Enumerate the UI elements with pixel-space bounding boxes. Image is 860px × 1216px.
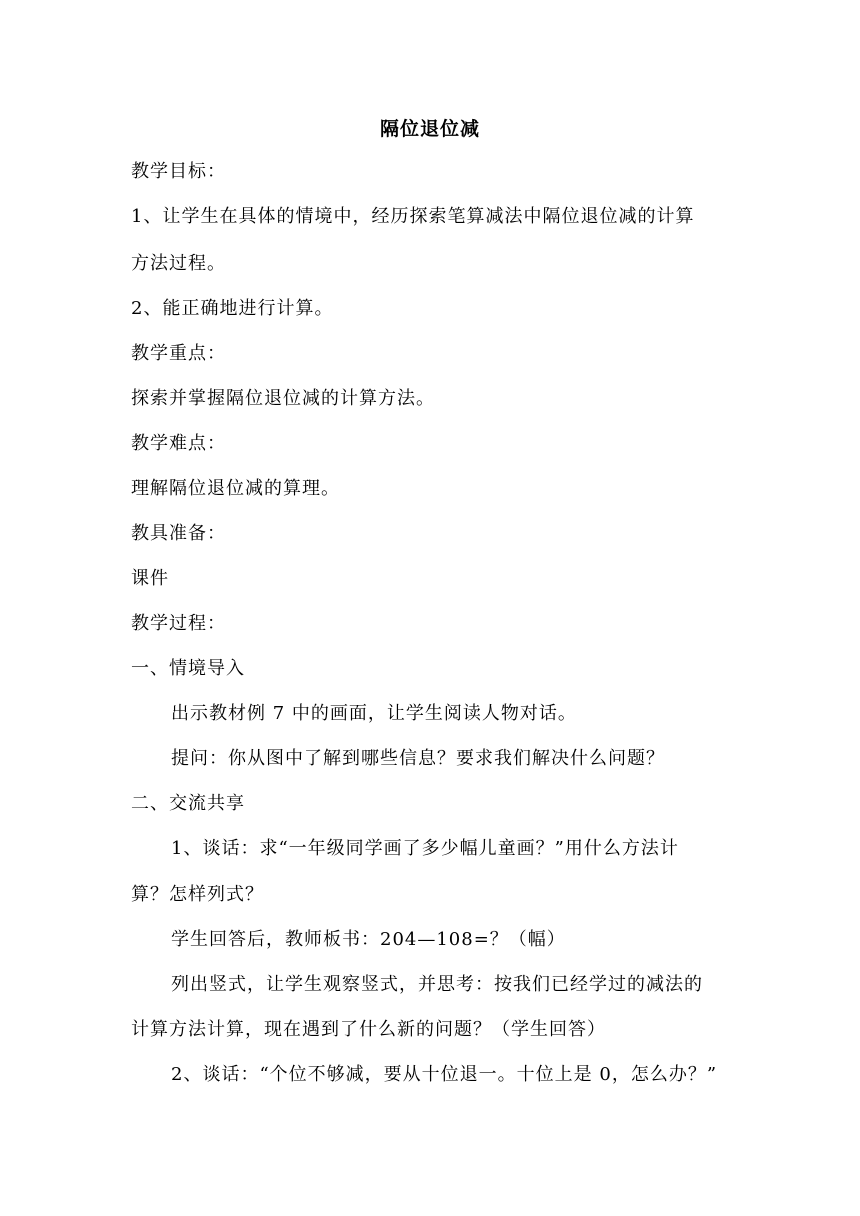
section-2-item-1-line-2: 算？怎样列式？ (131, 884, 264, 905)
section-2-paragraph-line-2: 计算方法计算，现在遇到了什么新的问题？（学生回答） (131, 1019, 606, 1040)
section-1-heading: 一、情境导入 (131, 658, 245, 679)
section-2-item-2: 2、谈话：“个位不够减，要从十位退一。十位上是 0，怎么办？” (171, 1064, 718, 1085)
heading-key-points: 教学重点： (131, 343, 226, 364)
difficulties-text: 理解隔位退位减的算理。 (131, 478, 340, 499)
section-2-item-1-line-1: 1、谈话：求“一年级同学画了多少幅儿童画？”用什么方法计 (171, 838, 679, 859)
objective-1-line-1: 1、让学生在具体的情境中，经历探索笔算减法中隔位退位减的计算 (131, 206, 695, 227)
document-title: 隔位退位减 (379, 118, 480, 140)
heading-process: 教学过程： (131, 613, 226, 634)
objective-2: 2、能正确地进行计算。 (131, 298, 334, 319)
objective-1-line-2: 方法过程。 (131, 253, 226, 274)
materials-text: 课件 (131, 568, 169, 589)
heading-teaching-objectives: 教学目标： (131, 161, 226, 182)
section-2-paragraph-line-1: 列出竖式，让学生观察竖式，并思考：按我们已经学过的减法的 (171, 974, 703, 995)
section-1-paragraph-1: 出示教材例 7 中的画面，让学生阅读人物对话。 (171, 703, 577, 724)
heading-difficulties: 教学难点： (131, 433, 226, 454)
section-1-paragraph-2: 提问：你从图中了解到哪些信息？要求我们解决什么问题？ (171, 748, 665, 769)
heading-materials: 教具准备： (131, 523, 226, 544)
section-2-heading: 二、交流共享 (131, 793, 245, 814)
key-points-text: 探索并掌握隔位退位减的计算方法。 (131, 388, 435, 409)
section-2-board-note: 学生回答后，教师板书：204—108=？（幅） (171, 929, 566, 950)
